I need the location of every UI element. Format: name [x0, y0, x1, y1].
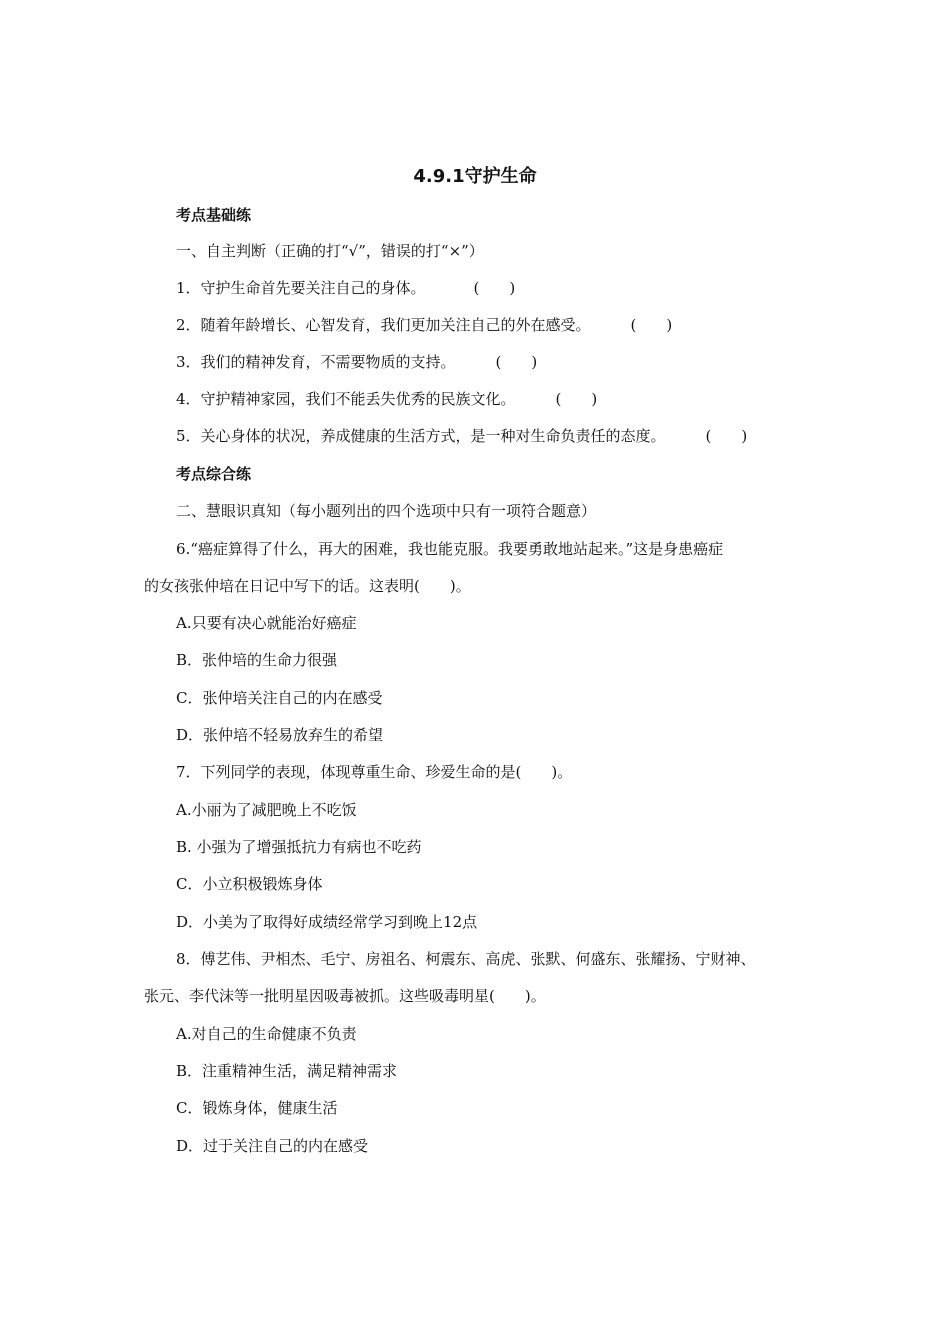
section2-heading: 考点综合练	[176, 465, 252, 483]
q8-option-a: A.对自己的生命健康不负责	[176, 1025, 357, 1043]
judgment-item-3	[176, 351, 537, 373]
item-text: 4．守护精神家园，我们不能丢失优秀的民族文化。	[176, 390, 516, 408]
question-8-line-2: 张元、李代沫等一批明星因吸毒被抓。这些吸毒明星( )。	[144, 987, 546, 1005]
q7-option-c: C．小立积极锻炼身体	[176, 875, 323, 893]
q7-option-a: A.小丽为了减肥晚上不吃饭	[176, 801, 357, 819]
part1-title: 一、自主判断（正确的打“√”，错误的打“×”）	[176, 242, 484, 260]
page-title: 4.9.1守护生命	[413, 166, 537, 187]
question-8-line-1: 8．傅艺伟、尹相杰、毛宁、房祖名、柯震东、高虎、张默、何盛东、张耀扬、宁财神、	[176, 950, 756, 968]
q6-option-a: A.只要有决心就能治好癌症	[176, 614, 357, 632]
q8-option-d: D．过于关注自己的内在感受	[176, 1137, 369, 1155]
answer-paren: ( )	[630, 316, 673, 334]
q7-option-b: B. 小强为了增强抵抗力有病也不吃药	[176, 838, 422, 856]
q8-option-c: C．锻炼身体，健康生活	[176, 1099, 338, 1117]
section1-heading: 考点基础练	[176, 206, 252, 224]
item-text: 3．我们的精神发育，不需要物质的支持。	[176, 353, 456, 371]
q6-option-c: C．张仲培关注自己的内在感受	[176, 689, 383, 707]
item-text: 1．守护生命首先要关注自己的身体。	[176, 279, 426, 297]
part2-title: 二、慧眼识真知（每小题列出的四个选项中只有一项符合题意）	[176, 502, 597, 520]
q8-option-b: B．注重精神生活，满足精神需求	[176, 1062, 398, 1080]
q7-option-d: D．小美为了取得好成绩经常学习到晚上12点	[176, 913, 478, 931]
q6-option-d: D．张仲培不轻易放弃生的希望	[176, 726, 384, 744]
item-text: 2．随着年龄增长、心智发育，我们更加关注自己的外在感受。	[176, 316, 591, 334]
item-text: 5．关心身体的状况，养成健康的生活方式，是一种对生命负责任的态度。	[176, 427, 666, 445]
judgment-item-4	[176, 388, 597, 410]
judgment-item-5	[176, 425, 747, 447]
q6-option-b: B．张仲培的生命力很强	[176, 651, 338, 669]
answer-paren: ( )	[495, 353, 538, 371]
question-6-line-2: 的女孩张仲培在日记中写下的话。这表明( )。	[144, 577, 471, 595]
judgment-item-2	[176, 314, 672, 336]
question-7-line-1: 7．下列同学的表现，体现尊重生命、珍爱生命的是( )。	[176, 763, 573, 781]
judgment-item-1	[176, 277, 515, 299]
question-6-line-1: 6.“癌症算得了什么，再大的困难，我也能克服。我要勇敢地站起来。”这是身患癌症	[176, 540, 724, 558]
answer-paren: ( )	[705, 427, 748, 445]
answer-paren: ( )	[473, 279, 516, 297]
answer-paren: ( )	[555, 390, 598, 408]
